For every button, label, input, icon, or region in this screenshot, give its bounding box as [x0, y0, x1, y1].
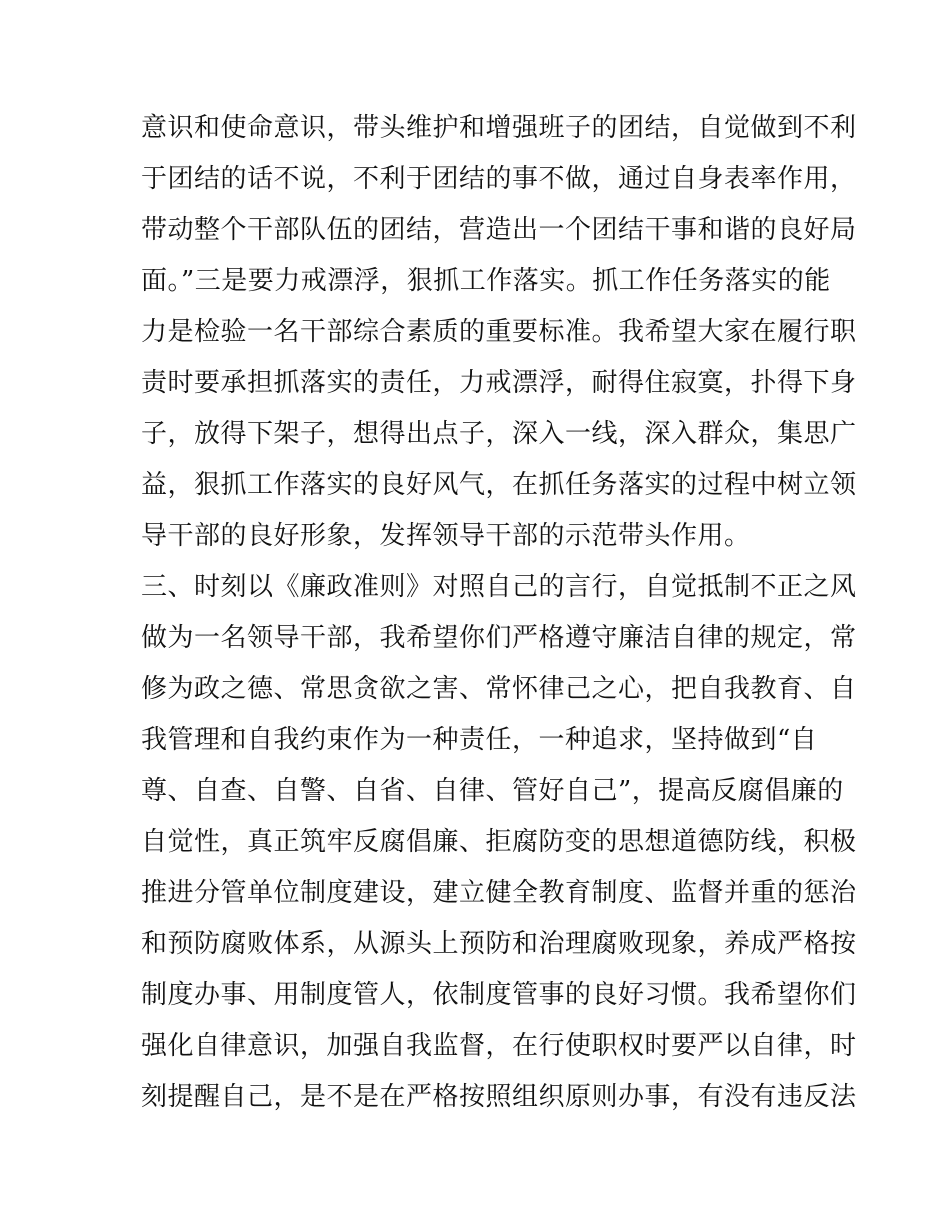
text-line: 修为政之德、常思贪欲之害、常怀律己之心，把自我教育、自	[141, 674, 857, 704]
text-line: 责时要承担抓落实的责任，力戒漂浮，耐得住寂寞，扑得下身	[141, 368, 857, 398]
text-line: 尊、自查、自警、自省、自律、管好自己”，提高反腐倡廉的	[141, 776, 844, 806]
text-line: 我管理和自我约束作为一种责任，一种追求，坚持做到“自	[141, 725, 818, 755]
text-line: 意识和使命意识，带头维护和增强班子的团结，自觉做到不利	[141, 113, 857, 143]
document-body	[141, 103, 857, 1123]
text-line: 导干部的良好形象，发挥领导干部的示范带头作用。	[141, 521, 751, 551]
text-line: 益，狠抓工作落实的良好风气，在抓任务落实的过程中树立领	[141, 470, 857, 500]
text-line: 和预防腐败体系，从源头上预防和治理腐败现象，养成严格按	[141, 929, 857, 959]
text-line: 推进分管单位制度建设，建立健全教育制度、监督并重的惩治	[141, 878, 857, 908]
text-line: 子，放得下架子，想得出点子，深入一线，深入群众，集思广	[141, 419, 857, 449]
text-line: 做为一名领导干部，我希望你们严格遵守廉洁自律的规定，常	[141, 623, 857, 653]
text-line: 刻提醒自己，是不是在严格按照组织原则办事，有没有违反法	[141, 1082, 857, 1112]
text-line: 于团结的话不说，不利于团结的事不做，通过自身表率作用，	[141, 164, 857, 194]
text-line: 制度办事、用制度管人，依制度管事的良好习惯。我希望你们	[141, 980, 857, 1010]
section-heading: 三、时刻以《廉政准则》对照自己的言行，自觉抵制不正之风	[141, 572, 857, 602]
text-line: 自觉性，真正筑牢反腐倡廉、拒腐防变的思想道德防线，积极	[141, 827, 857, 857]
text-line: 带动整个干部队伍的团结，营造出一个团结干事和谐的良好局	[141, 215, 857, 245]
text-line: 力是检验一名干部综合素质的重要标准。我希望大家在履行职	[141, 317, 857, 347]
text-line: 面。”三是要力戒漂浮，狠抓工作落实。抓工作任务落实的能	[141, 266, 831, 296]
text-line: 强化自律意识，加强自我监督，在行使职权时要严以自律，时	[141, 1031, 857, 1061]
